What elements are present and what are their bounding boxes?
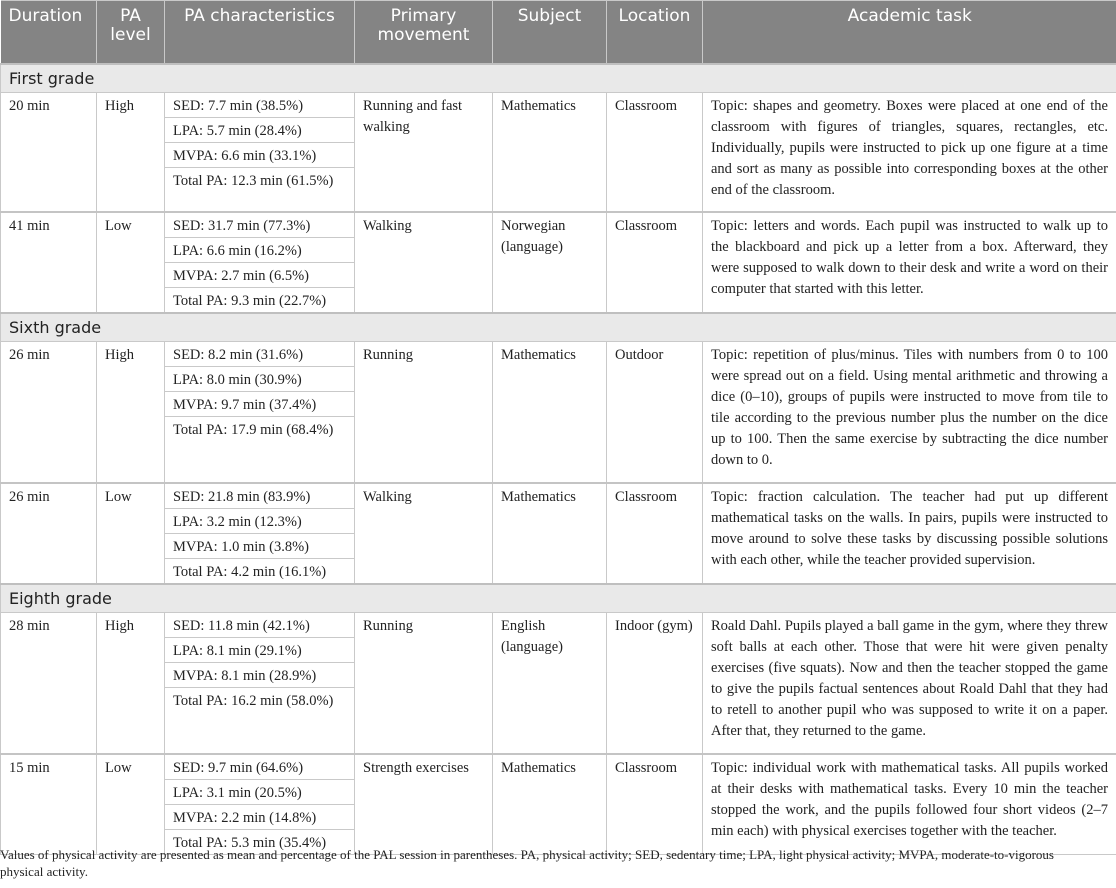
pa-level-cell: Low bbox=[97, 483, 165, 584]
section-row-eighth-grade bbox=[1, 584, 1116, 613]
task-cell: Topic: individual work with mathematical tasks. All pupils worked at their desks with mathematical tasks. Every 10 min the teacher stopped the work, and the pupils followed four short videos (2–7 min each) with physical exercises together with the teacher. bbox=[703, 754, 1116, 855]
header-location: Location bbox=[607, 1, 703, 65]
sed-cell: SED: 9.7 min (64.6%) bbox=[165, 754, 355, 780]
pa-level-cell: Low bbox=[97, 212, 165, 313]
header-pa-level: PA level bbox=[97, 1, 165, 65]
task-cell: Roald Dahl. Pupils played a ball game in the gym, where they threw soft balls at each other. Those that were hit were given penalty exercises (five squats). Now and then the teacher stopped the game to give the pupils factual sentences about Roald Dahl that they had to retell to another pupil who was supposed to write it on a paper. After that, they returned to the game. bbox=[703, 613, 1116, 755]
subject-cell: Norwegian (language) bbox=[493, 212, 607, 313]
section-row-sixth-grade bbox=[1, 313, 1116, 342]
movement-cell: Running bbox=[355, 613, 493, 755]
duration-cell: 20 min bbox=[1, 93, 97, 213]
table-row bbox=[1, 754, 1116, 780]
pa-level-cell: Low bbox=[97, 754, 165, 855]
task-cell: Topic: shapes and geometry. Boxes were placed at one end of the classroom with figures of triangles, squares, rectangles, etc. Individually, pupils were instructed to pick up one figure at a time and sort as many as possible into corresponding boxes at the other end of the classroom. bbox=[703, 93, 1116, 213]
location-cell: Classroom bbox=[607, 212, 703, 313]
task-cell: Topic: fraction calculation. The teacher had put up different mathematical tasks on the walls. In pairs, pupils were instructed to move around to solve these tasks by discussing possible solutions with each other, while the teacher provided supervision. bbox=[703, 483, 1116, 584]
duration-cell: 41 min bbox=[1, 212, 97, 313]
location-cell: Indoor (gym) bbox=[607, 613, 703, 755]
header-row bbox=[1, 1, 1116, 65]
movement-cell: Walking bbox=[355, 483, 493, 584]
task-cell: Topic: repetition of plus/minus. Tiles with numbers from 0 to 100 were spread out on a field. Using mental arithmetic and throwing a dice (0–10), groups of pupils were instructed to move from tile to tile according to the previous number plus the number on the dice up to 100. Then the same exercise by subtracting the dice number down to 0. bbox=[703, 342, 1116, 484]
duration-cell: 28 min bbox=[1, 613, 97, 755]
lpa-cell: LPA: 3.1 min (20.5%) bbox=[165, 780, 355, 805]
subject-cell: Mathematics bbox=[493, 483, 607, 584]
movement-cell: Running bbox=[355, 342, 493, 484]
location-cell: Classroom bbox=[607, 93, 703, 213]
header-primary-movement: Primary movement bbox=[355, 1, 493, 65]
table-row bbox=[1, 93, 1116, 118]
sed-cell: SED: 31.7 min (77.3%) bbox=[165, 212, 355, 238]
mvpa-cell: MVPA: 1.0 min (3.8%) bbox=[165, 534, 355, 559]
duration-cell: 26 min bbox=[1, 483, 97, 584]
table-footnote: Values of physical activity are presented as mean and percentage of the PAL session in parentheses. PA, physical activity; SED, sedentary time; LPA, light physical activity; MVPA, moderate-to-vigorous physical activity. bbox=[0, 847, 1054, 879]
section-title: Eighth grade bbox=[1, 584, 1116, 613]
total-pa-cell: Total PA: 17.9 min (68.4%) bbox=[165, 417, 355, 484]
pa-level-cell: High bbox=[97, 613, 165, 755]
subject-cell: Mathematics bbox=[493, 93, 607, 213]
location-cell: Classroom bbox=[607, 754, 703, 855]
subject-cell: English (language) bbox=[493, 613, 607, 755]
subject-cell: Mathematics bbox=[493, 342, 607, 484]
total-pa-cell: Total PA: 4.2 min (16.1%) bbox=[165, 559, 355, 585]
pa-level-cell: High bbox=[97, 342, 165, 484]
header-pa-characteristics: PA characteristics bbox=[165, 1, 355, 65]
total-pa-cell: Total PA: 12.3 min (61.5%) bbox=[165, 168, 355, 213]
table-row bbox=[1, 342, 1116, 367]
mvpa-cell: MVPA: 8.1 min (28.9%) bbox=[165, 663, 355, 688]
subject-cell: Mathematics bbox=[493, 754, 607, 855]
lpa-cell: LPA: 6.6 min (16.2%) bbox=[165, 238, 355, 263]
total-pa-cell: Total PA: 5.3 min (35.4%) bbox=[165, 830, 355, 855]
sed-cell: SED: 11.8 min (42.1%) bbox=[165, 613, 355, 638]
section-row-first-grade bbox=[1, 64, 1116, 93]
mvpa-cell: MVPA: 9.7 min (37.4%) bbox=[165, 392, 355, 417]
lpa-cell: LPA: 5.7 min (28.4%) bbox=[165, 118, 355, 143]
sed-cell: SED: 7.7 min (38.5%) bbox=[165, 93, 355, 118]
mvpa-cell: MVPA: 2.2 min (14.8%) bbox=[165, 805, 355, 830]
pa-level-cell: High bbox=[97, 93, 165, 213]
movement-cell: Strength exercises bbox=[355, 754, 493, 855]
table-row bbox=[1, 483, 1116, 509]
total-pa-cell: Total PA: 9.3 min (22.7%) bbox=[165, 288, 355, 314]
section-title: Sixth grade bbox=[1, 313, 1116, 342]
location-cell: Classroom bbox=[607, 483, 703, 584]
sed-cell: SED: 21.8 min (83.9%) bbox=[165, 483, 355, 509]
mvpa-cell: MVPA: 2.7 min (6.5%) bbox=[165, 263, 355, 288]
section-title: First grade bbox=[1, 64, 1116, 93]
lpa-cell: LPA: 8.0 min (30.9%) bbox=[165, 367, 355, 392]
movement-cell: Running and fast walking bbox=[355, 93, 493, 213]
movement-cell: Walking bbox=[355, 212, 493, 313]
table-row bbox=[1, 212, 1116, 238]
duration-cell: 15 min bbox=[1, 754, 97, 855]
header-duration: Duration bbox=[1, 1, 97, 65]
header-subject: Subject bbox=[493, 1, 607, 65]
sed-cell: SED: 8.2 min (31.6%) bbox=[165, 342, 355, 367]
header-academic-task: Academic task bbox=[703, 1, 1116, 65]
task-cell: Topic: letters and words. Each pupil was instructed to walk up to the blackboard and pick up a letter from a box. Afterward, they were supposed to walk down to their desk and write a word on their computer that started with this letter. bbox=[703, 212, 1116, 313]
location-cell: Outdoor bbox=[607, 342, 703, 484]
lpa-cell: LPA: 8.1 min (29.1%) bbox=[165, 638, 355, 663]
duration-cell: 26 min bbox=[1, 342, 97, 484]
total-pa-cell: Total PA: 16.2 min (58.0%) bbox=[165, 688, 355, 755]
mvpa-cell: MVPA: 6.6 min (33.1%) bbox=[165, 143, 355, 168]
lpa-cell: LPA: 3.2 min (12.3%) bbox=[165, 509, 355, 534]
table-row bbox=[1, 613, 1116, 638]
